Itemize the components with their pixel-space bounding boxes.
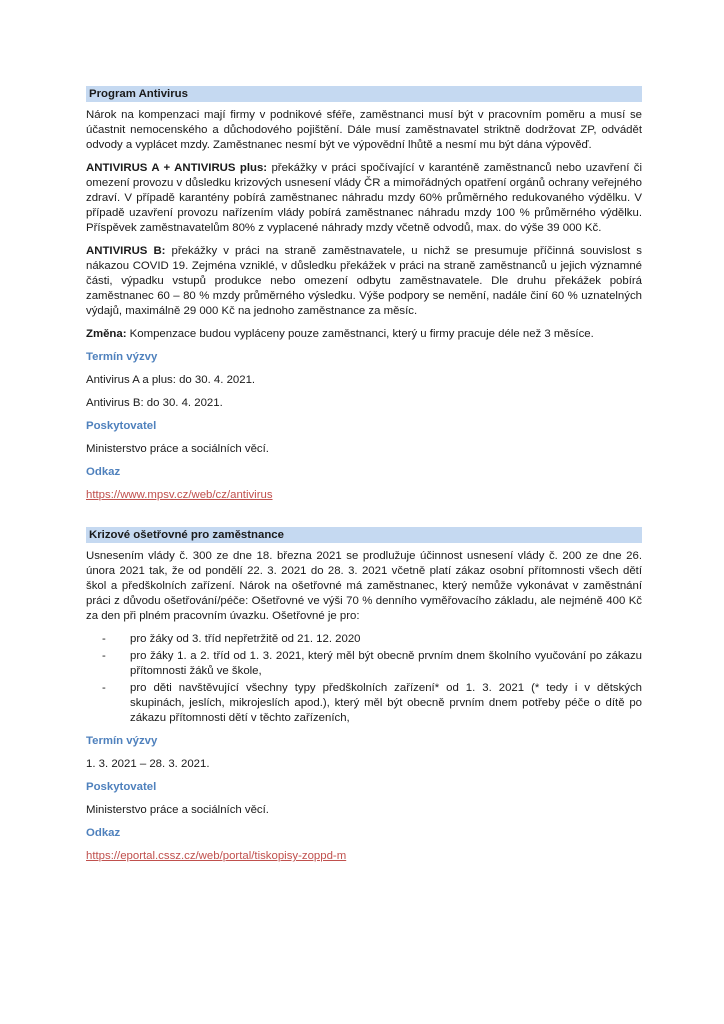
list-item: - pro žáky 1. a 2. tříd od 1. 3. 2021, který měl být obecně prvním dnem školního vyučování po zákazu přítomnosti žáků ve škole, bbox=[86, 649, 642, 679]
paragraph-text: překážky v práci na straně zaměstnavatele, u nichž se presumuje příčinná souvislost s nákazou COVID 19. Zejména vzniklé, v důsledku překážek v práci na straně zaměstnanců u jejich významné části, výpadku vstupů produkce nebo omezení odbytu zaměstnavatele. Dle druhu překážek pobírá zaměstnanec 60 – 80 % mzdy průměrného výsledku. Výše podpory se nemění, nadále činí 60 % uznatelných výdajů, maximálně 29 000 Kč na jednoho zaměstnance za měsíc. bbox=[86, 245, 642, 317]
provider-label: Poskytovatel bbox=[86, 420, 157, 432]
deadline-item: 1. 3. 2021 – 28. 3. 2021. bbox=[86, 758, 210, 770]
paragraph-lead: Změna: bbox=[86, 328, 127, 340]
paragraph bbox=[86, 244, 642, 319]
paragraph-text: Kompenzace budou vypláceny pouze zaměstnanci, který u firmy pracuje déle než 3 měsíce. bbox=[126, 328, 594, 340]
paragraph-text: Nárok na kompenzaci mají firmy v podnikové sféře, zaměstnanci musí být v pracovním poměru a musí se účastnit nemocenského a důchodového pojištění. Dále musí zaměstnavatel striktně dodržovat ZP, odvádět odvody a vyplácet mzdy. Zaměstnanec nesmí být ve výpovědní lhůtě a nesmí mu být dána výpověď. bbox=[86, 109, 642, 151]
deadline-item: Antivirus B: do 30. 4. 2021. bbox=[86, 397, 223, 409]
section-antivirus bbox=[86, 86, 642, 503]
paragraph-text: překážky v práci spočívající v karanténě zaměstnanců nebo uzavření či omezení provozu v důsledku krizových usnesení vlády ČR a mimořádných opatření orgánů ochrany veřejného zdraví. V případě karantény pobírá zaměstnanec náhradu mzdy 60% průměrného redukovaného výdělku. V případě uzavření provozu nařízením vlády pobírá zaměstnanec náhradu mzdy 100 % průměrného výdělku. Příspěvek zaměstnavatelům 80% z vyplacené náhrady mzdy včetně odvodů, max. do výše 39 000 Kč. bbox=[86, 162, 642, 234]
link-label: Odkaz bbox=[86, 827, 121, 839]
deadline-label: Termín výzvy bbox=[86, 735, 158, 747]
eportal-link[interactable]: https://eportal.cssz.cz/web/portal/tiskopisy-zoppd-m bbox=[86, 850, 347, 862]
list-item: - pro děti navštěvující všechny typy předškolních zařízení* od 1. 3. 2021 (* tedy i v dětských skupinách, jeslích, mikrojeslích apod.), který měl být obecně prvním dnem potřeby péče o dítě po zákazu přítomnosti dětí v těchto zařízeních, bbox=[86, 681, 642, 726]
bullet-list bbox=[86, 632, 642, 726]
provider-label: Poskytovatel bbox=[86, 781, 157, 793]
paragraph bbox=[86, 327, 642, 342]
section-title: Program Antivirus bbox=[86, 86, 642, 102]
antivirus-link[interactable]: https://www.mpsv.cz/web/cz/antivirus bbox=[86, 489, 273, 501]
paragraph bbox=[86, 161, 642, 236]
paragraph bbox=[86, 108, 642, 153]
provider-value: Ministerstvo práce a sociálních věcí. bbox=[86, 804, 269, 816]
paragraph-lead: ANTIVIRUS B: bbox=[86, 245, 166, 257]
link-label: Odkaz bbox=[86, 466, 121, 478]
list-item: - pro žáky od 3. tříd nepřetržitě od 21. 12. 2020 bbox=[86, 632, 642, 647]
section-osetrovne bbox=[86, 527, 642, 864]
section-title: Krizové ošetřovné pro zaměstnance bbox=[86, 527, 642, 543]
deadline-label: Termín výzvy bbox=[86, 351, 158, 363]
paragraph-lead: ANTIVIRUS A + ANTIVIRUS plus: bbox=[86, 162, 268, 174]
deadline-item: Antivirus A a plus: do 30. 4. 2021. bbox=[86, 374, 256, 386]
provider-value: Ministerstvo práce a sociálních věcí. bbox=[86, 443, 269, 455]
paragraph: Usnesením vlády č. 300 ze dne 18. března 2021 se prodlužuje účinnost usnesení vlády č. 200 ze dne 26. února 2021 tak, že od pondělí 22. 3. 2021 do 28. 3. 2021 včetně platí zákaz osobní přítomnosti všech dětí škol a předškolních zařízení. Nárok na ošetřovné má zaměstnanec, který nemůže vykonávat v zaměstnání práci z důvodu ošetřování/péče: Ošetřovné ve výši 70 % denního vyměřovacího základu, ale nejméně 400 Kč za den při plném pracovním úvazku. Ošetřovné je pro: bbox=[86, 550, 642, 622]
